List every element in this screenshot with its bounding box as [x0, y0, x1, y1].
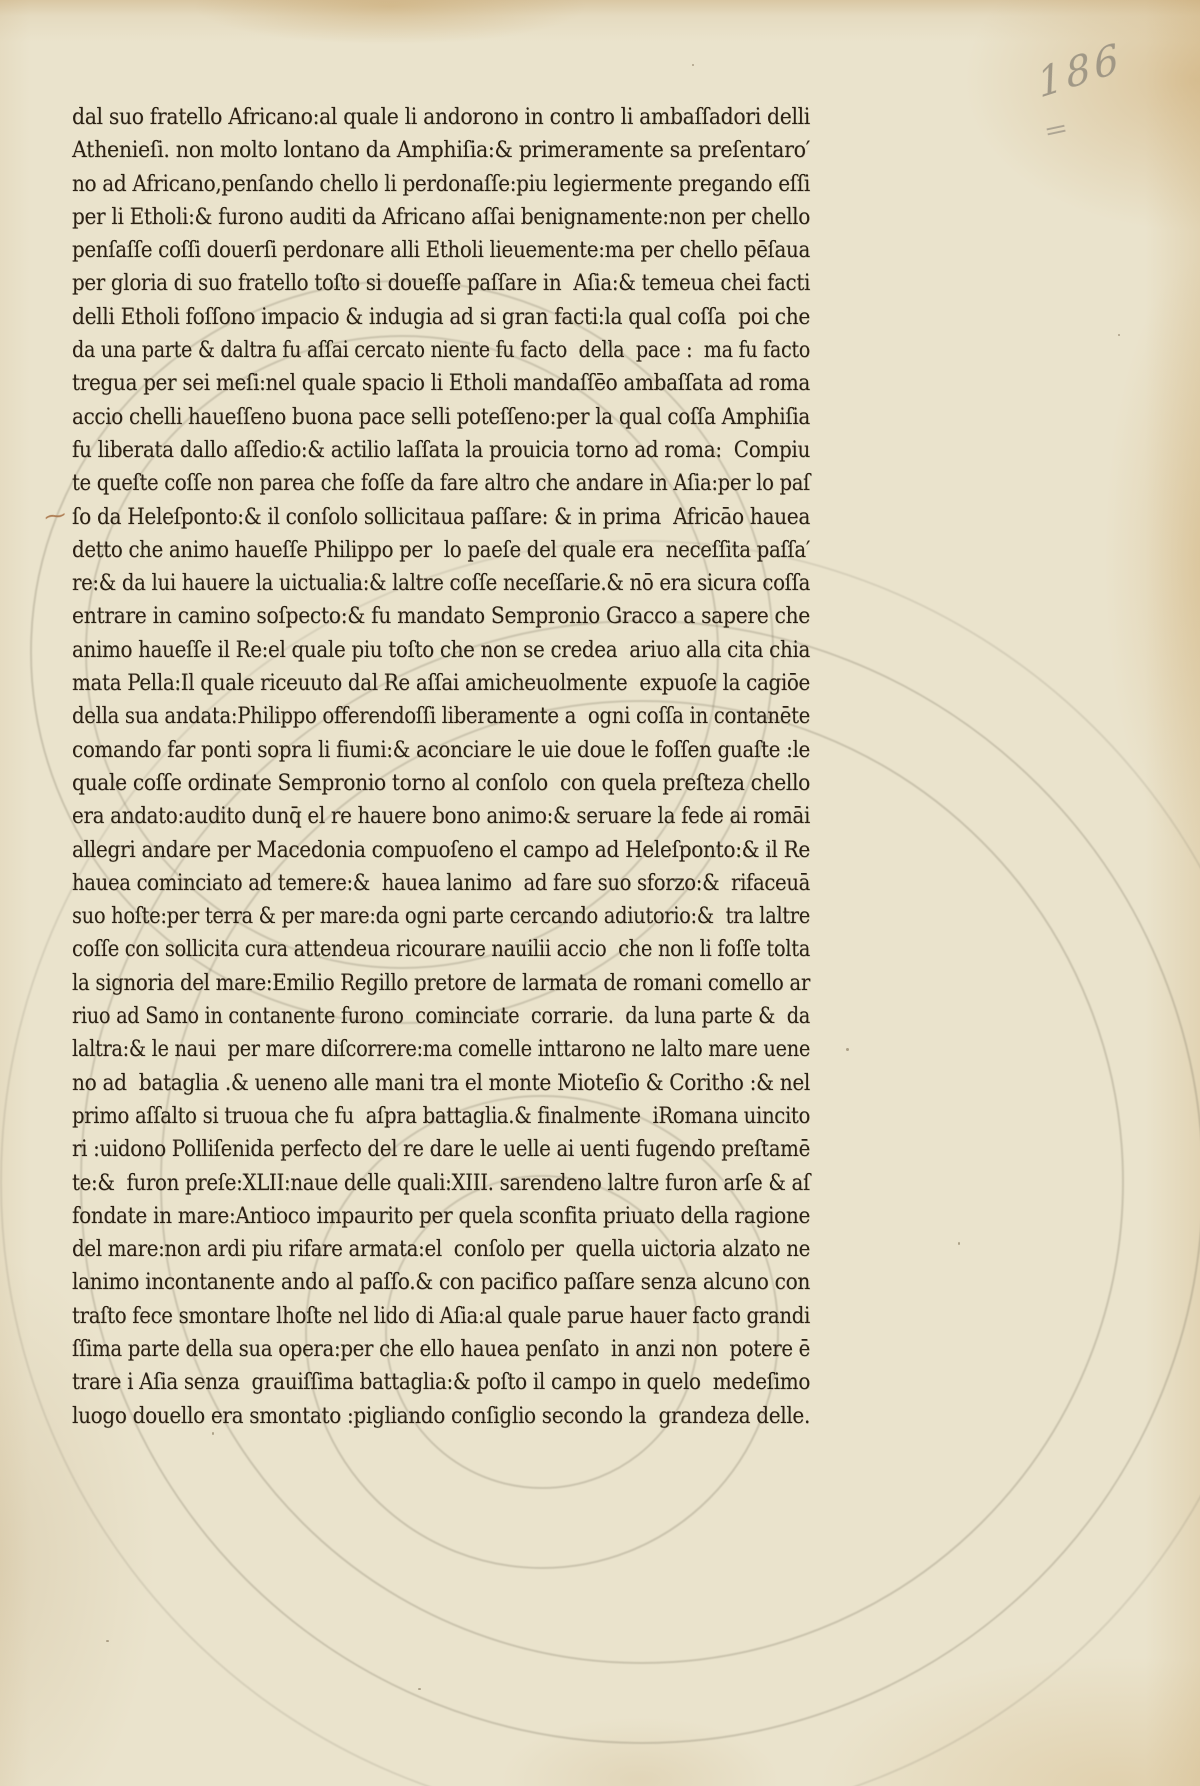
text-line: quale coſſe ordinate Sempronio torno al conſolo con quela preſteza chello	[72, 770, 810, 796]
text-line: traſto fece smontare lhoſte nel lido di Aſia:al quale parue hauer facto grandi	[72, 1303, 810, 1329]
text-line: laltra:& le naui per mare diſcorrere:ma comelle inttarono ne lalto mare uene	[72, 1037, 810, 1063]
text-line: dal suo fratello Africano:al quale li andorono in contro li ambaſſadori delli	[72, 105, 810, 130]
text-line: accio chelli haueſſeno buona pace selli poteſſeno:per la qual coſſa Amphiſia	[72, 404, 810, 430]
text-line: Athenieſi. non molto lontano da Amphiſia:& primeramente sa preſentaro′	[72, 138, 810, 164]
text-line: animo haueſſe il Re:el quale piu toſto che non se credea ariuo alla cita chia	[72, 637, 810, 663]
text-line: la signoria del mare:Emilio Regillo pretore de larmata de romani comello ar	[72, 970, 810, 996]
text-line: tregua per sei meſi:nel quale spacio li Etholi mandaſſēo ambaſſata ad roma	[72, 371, 810, 397]
text-line: mata Pella:Il quale riceuuto dal Re aſſai amicheuolmente expuoſe la cagiōe	[72, 671, 810, 697]
text-line: lanimo incontanente ando al paſſo.& con pacifico paſſare senza alcuno con	[72, 1270, 810, 1296]
text-line: luogo douello era smontato :pigliando conſiglio secondo la grandeza delle.	[72, 1403, 810, 1429]
pencil-equals-mark: =	[1041, 113, 1071, 147]
text-line: fondate in mare:Antioco impaurito per quela sconfita priuato della ragione	[72, 1203, 810, 1229]
text-block	[72, 101, 817, 1433]
text-line: re:& da lui hauere la uictualia:& laltre coſſe neceſſarie.& nō era sicura coſſa	[72, 571, 810, 597]
text-line: te queſte coſſe non parea che foſſe da fare altro che andare in Aſia:per lo paſ	[72, 471, 810, 497]
paper-speck	[692, 64, 694, 66]
text-line: suo hoſte:per terra & per mare:da ogni parte cercando adiutorio:& tra laltre	[72, 904, 810, 930]
text-line: fu liberata dallo aſſedio:& actilio laſſata la prouicia torno ad roma: Compiu	[72, 437, 810, 463]
text-line: era andato:audito dunq̄ el re hauere bono animo:& seruare la fede ai romāi	[72, 804, 810, 830]
paper-speck	[1118, 334, 1120, 336]
text-line: te:& furon preſe:XLII:naue delle quali:XIII. sarendeno laltre furon arſe & aſ	[72, 1170, 810, 1196]
text-line: primo aſſalto si truoua che fu aſpra battaglia.& finalmente iRomana uincito	[72, 1103, 810, 1129]
paper-speck	[958, 1242, 960, 1245]
text-line: hauea cominciato ad temere:& hauea lanimo ad fare suo sforzo:& rifaceuā	[72, 870, 810, 896]
text-line: per li Etholi:& furono auditi da Africano aſſai benignamente:non per chello	[72, 204, 810, 230]
margin-annotation-tick: ∼	[40, 502, 70, 531]
text-line: allegri andare per Macedonia compuoſeno el campo ad Heleſponto:& il Re	[72, 837, 810, 863]
text-line: ri :uidono Polliſenida perfecto del re dare le uelle ai uenti fugendo preſtamē	[72, 1137, 810, 1163]
text-line: coſſe con sollicita cura attendeua ricourare nauilii accio che non li foſſe tolta	[72, 937, 810, 963]
text-line: da una parte & daltra fu aſſai cercato niente fu facto della pace : ma fu facto	[72, 338, 810, 364]
paper-speck	[106, 1640, 109, 1642]
text-line: della sua andata:Philippo offerendoſſi liberamente a ogni coſſa in contanēte	[72, 704, 810, 730]
folio-number-annotation: 186	[1034, 34, 1126, 108]
text-line: ſſima parte della sua opera:per che ello hauea penſato in anzi non potere ē	[72, 1336, 810, 1362]
text-line: no ad Africano,penſando chello li perdonaſſe:piu legiermente pregando eſſi	[72, 171, 810, 197]
text-line: entrare in camino soſpecto:& fu mandato Sempronio Gracco a sapere che	[72, 604, 810, 630]
text-line: no ad bataglia .& ueneno alle mani tra el monte Mioteſio & Coritho :& nel	[72, 1070, 810, 1096]
text-line: per gloria di suo fratello toſto si doueſſe paſſare in Aſia:& temeua chei facti	[72, 271, 810, 297]
text-line: del mare:non ardi piu rifare armata:el conſolo per quella uictoria alzato ne	[72, 1237, 810, 1263]
paper-speck	[418, 1688, 421, 1690]
text-line: ſo da Heleſponto:& il conſolo sollicitaua paſſare: & in prima Africāo hauea	[72, 504, 810, 530]
text-line: detto che animo haueſſe Philippo per lo paeſe del quale era neceſſita paſſa′	[72, 537, 810, 563]
text-line: trare i Aſia senza grauiſſima battaglia:& poſto il campo in quelo medeſimo	[72, 1370, 810, 1396]
text-line: comando far ponti sopra li fiumi:& aconciare le uie doue le foſſen guaſte :le	[72, 737, 810, 763]
text-line: penſaſſe coſſi douerſi perdonare alli Etholi lieuemente:ma per chello pēſaua	[72, 238, 810, 264]
text-line: riuo ad Samo in contanente furono cominciate corrarie. da luna parte & da	[72, 1004, 810, 1030]
paper-speck	[846, 1048, 849, 1051]
text-line: delli Etholi foſſono impacio & indugia ad si gran facti:la qual coſſa poi che	[72, 304, 810, 330]
